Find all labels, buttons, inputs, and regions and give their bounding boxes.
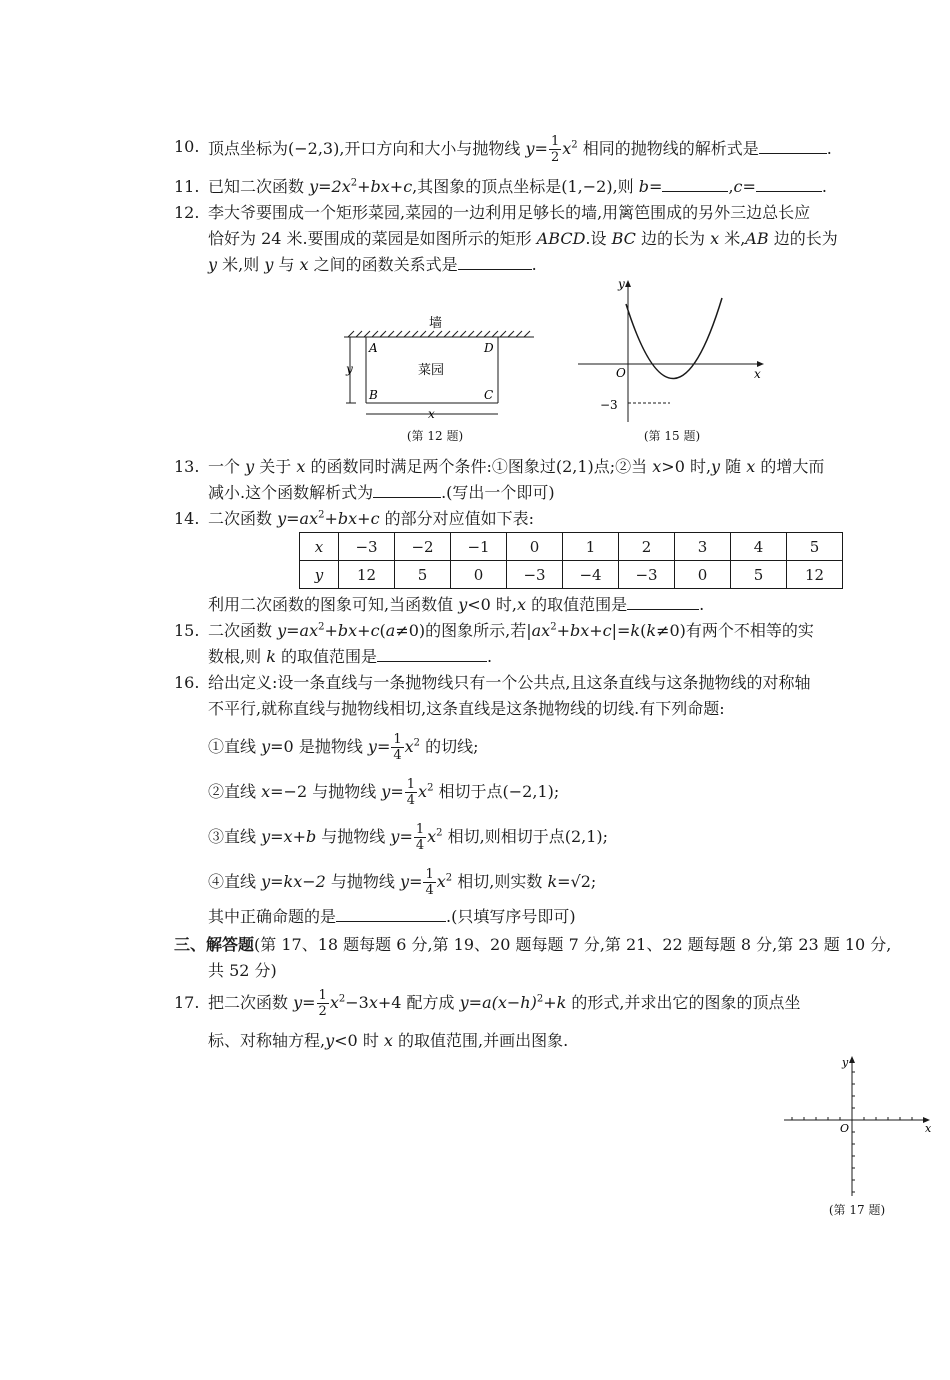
table-cell: −2 [395, 533, 451, 561]
proposition-1: ①直线 y=0 是抛物线 y= $\frac{1}{4}$ $x^2$ 的切线; [208, 732, 479, 763]
point-a: A [369, 341, 378, 355]
figure-17-caption: (第 17 题) [828, 1203, 886, 1217]
wall-label: 墙 [429, 316, 443, 331]
origin-label: O [840, 1122, 850, 1135]
value-table [299, 532, 843, 589]
figure-12-caption: (第 12 题) [406, 429, 464, 443]
proposition-2: ②直线 x=−2 与抛物线 y= $\frac{1}{4}$ $x^2$ 相切于点(−2,1); [208, 777, 560, 808]
answer-blank[interactable] [377, 645, 487, 662]
answer-blank[interactable] [627, 593, 699, 610]
table-cell: −3 [339, 533, 395, 561]
question-line: 不平行,就称直线与抛物线相切,这条直线是这条抛物线的切线.有下列命题: [208, 699, 725, 718]
question-14: 14. 二次函数 $y=ax^2+bx+c$ 的部分对应值如下表: [174, 506, 936, 532]
point-c: C [484, 388, 494, 402]
table-cell: 3 [675, 533, 731, 561]
answer-blank-c[interactable] [756, 175, 822, 192]
garden-label: 菜园 [418, 363, 445, 378]
table-cell: 0 [675, 561, 731, 589]
table-cell: −1 [451, 533, 507, 561]
question-line: 减小.这个函数解析式为 .(写出一个即可) [208, 483, 555, 502]
table-cell: −3 [619, 561, 675, 589]
figure-15-caption: (第 15 题) [643, 429, 701, 443]
question-12 [174, 200, 936, 278]
table-cell: 0 [451, 561, 507, 589]
question-number: 16. [174, 673, 200, 692]
parabola-curve [626, 298, 722, 379]
answer-blank[interactable] [458, 253, 532, 270]
question-line: 标、对称轴方程,y<0 时 x 的取值范围,并画出图象. [208, 1031, 569, 1050]
question-line: 恰好为 24 米.要围成的菜园是如图所示的矩形 ABCD.设 BC 边的长为 x 米,AB 边的长为 [208, 229, 838, 248]
wall-hatching [348, 331, 530, 337]
table-cell: 5 [787, 533, 843, 561]
table-cell: −4 [563, 561, 619, 589]
question-number: 17. [174, 993, 200, 1012]
y-axis-arrow [849, 1056, 855, 1063]
question-10: 10. 顶点坐标为(−2,3),开口方向和大小与抛物线 y= $\frac{1}{2}$ $x^2$ 相同的抛物线的解析式是 . [174, 134, 832, 165]
origin-label: O [616, 366, 626, 380]
table-cell: 12 [787, 561, 843, 589]
question-number: 12. [174, 203, 200, 222]
proposition-3: ③直线 y=x+b 与抛物线 y= $\frac{1}{4}$ $x^2$ 相切,则相切于点(2,1); [208, 822, 609, 853]
table-cell: 12 [339, 561, 395, 589]
question-15 [174, 618, 936, 670]
table-header: y [300, 561, 339, 589]
answer-blank[interactable] [759, 137, 827, 154]
table-cell: −3 [507, 561, 563, 589]
answer-blank[interactable] [336, 905, 446, 922]
section-3-header: 三、解答题(第 17、18 题每题 6 分,第 19、20 题每题 7 分,第 21、22 题每题 8 分,第 23 题 10 分, 共 52 分) [174, 935, 892, 980]
answer-blank-b[interactable] [662, 175, 728, 192]
question-number: 10. [174, 137, 200, 156]
question-line: 二次函数 $y=ax^2+bx+c(a\ne 0)$的图象所示,若$|ax^2+bx+c|=k(k\ne 0)$有两个不相等的实 [208, 621, 814, 640]
point-d: D [484, 341, 494, 355]
label-y: y [346, 362, 353, 376]
question-17 [174, 986, 936, 1054]
question-14-after: 利用二次函数的图象可知,当函数值 y<0 时,x 的取值范围是 . [208, 595, 705, 614]
table-cell: 4 [731, 533, 787, 561]
axis-x-label: x [754, 367, 761, 381]
label-x: x [428, 407, 435, 420]
question-line: 一个 y 关于 x 的函数同时满足两个条件:①图象过(2,1)点;②当 x>0 时,y 随 x 的增大而 [208, 457, 825, 476]
proposition-4: ④直线 y=kx−2 与抛物线 y= $\frac{1}{4}$ $x^2$ 相切,则实数 k=√2; [208, 867, 597, 898]
section-title: 三、解答题 [174, 935, 255, 954]
question-line: 李大爷要围成一个矩形菜园,菜园的一边利用足够长的墙,用篱笆围成的另外三边总长应 [208, 203, 811, 222]
question-line: y 米,则 y 与 x 之间的函数关系式是 . [208, 255, 537, 274]
axis-y-label: y [842, 1056, 849, 1069]
math-x: x [562, 139, 572, 158]
table-row-x [300, 533, 843, 561]
question-line: 给出定义:设一条直线与一条抛物线只有一个公共点,且这条直线与这条抛物线的对称轴 [208, 673, 811, 692]
table-header: x [300, 533, 339, 561]
question-number: 15. [174, 621, 200, 640]
question-number: 13. [174, 457, 200, 476]
answer-blank[interactable] [373, 481, 441, 498]
figure-15-parabola [574, 276, 770, 426]
table-cell: 1 [563, 533, 619, 561]
minus-3-label: −3 [600, 398, 618, 412]
table-cell: 2 [619, 533, 675, 561]
point-b: B [369, 388, 378, 402]
y-axis-arrow [625, 280, 631, 287]
axis-x-label: x [925, 1122, 932, 1135]
table-row-y [300, 561, 843, 589]
figure-12-garden [338, 310, 538, 420]
question-number: 11. [174, 177, 200, 196]
axis-y-label: y [618, 277, 625, 291]
figure-17-axes [780, 1052, 938, 1200]
question-line: 把二次函数 y= $\frac{1}{2}$ $x^2-3x+4$ 配方成 $y=a(x-h)^2+k$ 的形式,并求出它的图象的顶点坐 [208, 988, 801, 1019]
question-text: 顶点坐标为(−2,3),开口方向和大小与抛物线 [208, 139, 526, 158]
question-16 [174, 670, 936, 722]
table-cell: 5 [395, 561, 451, 589]
fraction: $\frac{1}{2}$ [550, 134, 560, 165]
table-cell: 0 [507, 533, 563, 561]
math-expr: y=2x [309, 177, 351, 196]
question-line: 数根,则 k 的取值范围是 . [208, 647, 493, 666]
table-cell: 5 [731, 561, 787, 589]
question-16-answer: 其中正确命题的是 .(只填写序号即可) [208, 907, 576, 926]
question-11: 11. 已知二次函数 $y=2x^2+bx+c$,其图象的顶点坐标是(1,−2),则 b= ,c= . [174, 174, 936, 200]
math-y: y= [525, 139, 548, 158]
question-13 [174, 454, 936, 506]
question-number: 14. [174, 509, 200, 528]
